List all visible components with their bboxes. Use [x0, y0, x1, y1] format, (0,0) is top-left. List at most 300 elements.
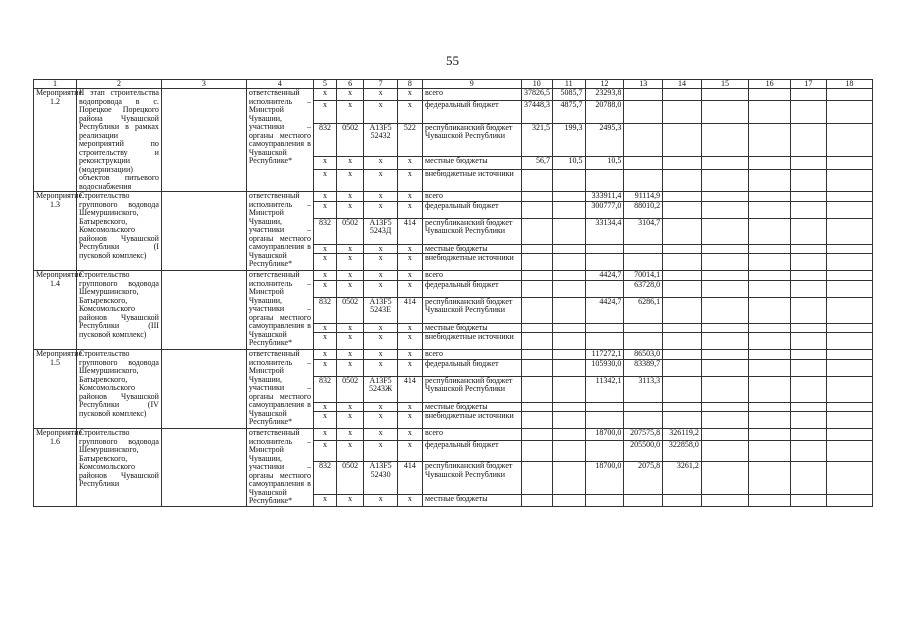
value-col18: [826, 376, 872, 402]
value-col16: [749, 402, 791, 412]
value-col16: [749, 218, 791, 244]
value-col11: [553, 323, 586, 333]
grbs-code: x: [313, 333, 336, 350]
value-col14: [663, 376, 702, 402]
value-col14: [663, 244, 702, 254]
value-col10: [521, 271, 552, 281]
value-col17: [791, 192, 827, 202]
expense-type-code: 522: [397, 123, 422, 157]
measure-name: Строительство группового водовода Шемуршинского, Батыревского, Комсомольского районов Чувашской Республики (III пусковой комплекс): [76, 271, 161, 350]
section-code: 0502: [337, 376, 364, 402]
value-col11: [553, 376, 586, 402]
funding-source: республиканский бюджет Чувашской Республики: [423, 462, 522, 495]
value-col15: [701, 494, 748, 506]
value-col11: [553, 359, 586, 376]
value-col15: [701, 157, 748, 169]
value-col13: [624, 89, 663, 101]
value-col10: [521, 429, 552, 441]
section-code: x: [337, 280, 364, 297]
value-col13: [624, 123, 663, 157]
target-article-code: x: [364, 494, 398, 506]
value-col18: [826, 359, 872, 376]
value-col15: [701, 333, 748, 350]
funding-source: республиканский бюджет Чувашской Республики: [423, 376, 522, 402]
funding-source: всего: [423, 429, 522, 441]
value-col13: 91114,9: [624, 192, 663, 202]
value-col17: [791, 462, 827, 495]
grbs-code: x: [313, 429, 336, 441]
value-col13: 205500,0: [624, 440, 663, 461]
target-article-code: x: [364, 412, 398, 429]
funding-source: местные бюджеты: [423, 402, 522, 412]
value-col14: [663, 402, 702, 412]
value-col16: [749, 244, 791, 254]
value-col16: [749, 359, 791, 376]
value-col12: 333911,4: [585, 192, 624, 202]
executor-cell: ответственный исполнитель – Минстрой Чувашии, участники – органы местного самоуправления в Чувашской Республике*: [246, 429, 313, 507]
value-col13: 3113,3: [624, 376, 663, 402]
value-col12: [585, 280, 624, 297]
column-number-15: 15: [701, 80, 748, 89]
value-col18: [826, 333, 872, 350]
value-col16: [749, 350, 791, 360]
table-row: [34, 192, 873, 202]
expense-type-code: x: [397, 359, 422, 376]
value-col17: [791, 323, 827, 333]
value-col17: [791, 254, 827, 271]
value-col10: [521, 376, 552, 402]
value-col10: [521, 169, 552, 191]
value-col14: [663, 271, 702, 281]
value-col15: [701, 280, 748, 297]
value-col16: [749, 280, 791, 297]
target-article-code: А13F5 52430: [364, 462, 398, 495]
value-col11: 5085,7: [553, 89, 586, 101]
value-col17: [791, 244, 827, 254]
section-code: x: [337, 192, 364, 202]
value-col14: 326119,2: [663, 429, 702, 441]
measure-label: Мероприятие 1.2: [34, 89, 77, 192]
section-code: x: [337, 244, 364, 254]
value-col18: [826, 254, 872, 271]
value-col14: [663, 254, 702, 271]
expense-type-code: 414: [397, 462, 422, 495]
value-col12: 20788,0: [585, 101, 624, 123]
column-number-3: 3: [161, 80, 246, 89]
grbs-code: x: [313, 201, 336, 218]
value-col12: 4424,7: [585, 297, 624, 323]
value-col10: 321,5: [521, 123, 552, 157]
value-col14: [663, 192, 702, 202]
value-col11: [553, 244, 586, 254]
section-code: x: [337, 494, 364, 506]
column-number-1: 1: [34, 80, 77, 89]
value-col11: [553, 333, 586, 350]
section-code: x: [337, 157, 364, 169]
value-col16: [749, 169, 791, 191]
value-col16: [749, 297, 791, 323]
value-col17: [791, 123, 827, 157]
section-code: x: [337, 429, 364, 441]
column-number-2: 2: [76, 80, 161, 89]
value-col10: [521, 218, 552, 244]
column-number-18: 18: [826, 80, 872, 89]
expense-type-code: x: [397, 350, 422, 360]
value-col18: [826, 429, 872, 441]
funding-source: местные бюджеты: [423, 157, 522, 169]
value-col17: [791, 494, 827, 506]
target-article-code: А13F5 5243Д: [364, 218, 398, 244]
value-col10: [521, 333, 552, 350]
value-col15: [701, 350, 748, 360]
column-number-4: 4: [246, 80, 313, 89]
table-row: [34, 350, 873, 360]
executor-cell: ответственный исполнитель – Минстрой Чувашии, участники – органы местного самоуправления в Чувашской Республике*: [246, 350, 313, 429]
table-row: [34, 89, 873, 101]
value-col18: [826, 412, 872, 429]
value-col11: 199,3: [553, 123, 586, 157]
value-col18: [826, 123, 872, 157]
value-col12: [585, 494, 624, 506]
grbs-code: 832: [313, 376, 336, 402]
value-col11: [553, 218, 586, 244]
value-col13: 3104,7: [624, 218, 663, 244]
value-col18: [826, 244, 872, 254]
value-col16: [749, 376, 791, 402]
funding-source: внебюджетные источники: [423, 412, 522, 429]
value-col13: 70014,1: [624, 271, 663, 281]
section-code: x: [337, 201, 364, 218]
empty-cell-col3: [161, 192, 246, 271]
expense-type-code: x: [397, 429, 422, 441]
value-col15: [701, 201, 748, 218]
value-col15: [701, 123, 748, 157]
expense-type-code: x: [397, 169, 422, 191]
grbs-code: x: [313, 440, 336, 461]
value-col13: 86503,0: [624, 350, 663, 360]
value-col18: [826, 402, 872, 412]
measure-label: Мероприятие 1.5: [34, 350, 77, 429]
grbs-code: x: [313, 280, 336, 297]
value-col12: 105930,0: [585, 359, 624, 376]
funding-source: республиканский бюджет Чувашской Республики: [423, 123, 522, 157]
value-col16: [749, 323, 791, 333]
measure-name: II этап строительства водопровода в с. Порецкое Порецкого района Чувашской Республики в рамках реализации мероприятий по строительству и реконструкции (модернизации) объектов питьевого водоснабжения: [76, 89, 161, 192]
value-col12: 23293,8: [585, 89, 624, 101]
value-col13: [624, 244, 663, 254]
target-article-code: А13F5 5243Ж: [364, 376, 398, 402]
value-col16: [749, 201, 791, 218]
value-col11: [553, 297, 586, 323]
value-col16: [749, 254, 791, 271]
value-col17: [791, 101, 827, 123]
value-col13: [624, 101, 663, 123]
column-number-row: [34, 80, 873, 89]
value-col14: [663, 350, 702, 360]
target-article-code: x: [364, 192, 398, 202]
measure-name: Строительство группового водовода Шемуршинского, Батыревского, Комсомольского районов Чувашской Республики (I пусковой комплекс): [76, 192, 161, 271]
expense-type-code: x: [397, 89, 422, 101]
target-article-code: x: [364, 244, 398, 254]
value-col11: [553, 462, 586, 495]
grbs-code: x: [313, 254, 336, 271]
value-col16: [749, 412, 791, 429]
expense-type-code: x: [397, 494, 422, 506]
expense-type-code: 414: [397, 297, 422, 323]
value-col12: 2495,3: [585, 123, 624, 157]
page-number: 55: [446, 53, 459, 68]
value-col17: [791, 376, 827, 402]
value-col18: [826, 350, 872, 360]
target-article-code: А13F5 5243Е: [364, 297, 398, 323]
expense-type-code: x: [397, 333, 422, 350]
value-col15: [701, 462, 748, 495]
value-col10: 37826,5: [521, 89, 552, 101]
section-code: x: [337, 169, 364, 191]
value-col11: [553, 402, 586, 412]
funding-source: местные бюджеты: [423, 494, 522, 506]
value-col17: [791, 169, 827, 191]
funding-source: всего: [423, 271, 522, 281]
grbs-code: 832: [313, 462, 336, 495]
value-col12: 18700,0: [585, 462, 624, 495]
value-col10: [521, 350, 552, 360]
executor-cell: ответственный исполнитель – Минстрой Чувашии, участники – органы местного самоуправления в Чувашской Республике*: [246, 271, 313, 350]
section-code: x: [337, 333, 364, 350]
section-code: x: [337, 402, 364, 412]
value-col13: 63728,0: [624, 280, 663, 297]
target-article-code: x: [364, 157, 398, 169]
value-col10: [521, 201, 552, 218]
budget-table: [33, 79, 873, 507]
value-col14: [663, 101, 702, 123]
value-col17: [791, 333, 827, 350]
empty-cell-col3: [161, 271, 246, 350]
column-number-7: 7: [364, 80, 398, 89]
column-number-12: 12: [585, 80, 624, 89]
value-col10: 37448,3: [521, 101, 552, 123]
value-col16: [749, 123, 791, 157]
grbs-code: 832: [313, 123, 336, 157]
value-col14: 3261,2: [663, 462, 702, 495]
value-col16: [749, 271, 791, 281]
value-col15: [701, 429, 748, 441]
value-col15: [701, 254, 748, 271]
target-article-code: x: [364, 169, 398, 191]
funding-source: федеральный бюджет: [423, 359, 522, 376]
table-row: [34, 429, 873, 441]
table-row: [34, 271, 873, 281]
section-code: x: [337, 101, 364, 123]
value-col13: [624, 323, 663, 333]
value-col17: [791, 440, 827, 461]
value-col16: [749, 440, 791, 461]
expense-type-code: x: [397, 440, 422, 461]
target-article-code: x: [364, 429, 398, 441]
value-col18: [826, 323, 872, 333]
value-col11: [553, 280, 586, 297]
empty-cell-col3: [161, 89, 246, 192]
value-col12: [585, 169, 624, 191]
value-col15: [701, 412, 748, 429]
expense-type-code: x: [397, 192, 422, 202]
value-col15: [701, 218, 748, 244]
value-col10: [521, 244, 552, 254]
value-col15: [701, 323, 748, 333]
target-article-code: x: [364, 89, 398, 101]
section-code: x: [337, 412, 364, 429]
section-code: x: [337, 271, 364, 281]
value-col15: [701, 271, 748, 281]
value-col10: [521, 440, 552, 461]
measure-label: Мероприятие 1.3: [34, 192, 77, 271]
value-col14: [663, 201, 702, 218]
section-code: x: [337, 350, 364, 360]
funding-source: всего: [423, 350, 522, 360]
value-col18: [826, 201, 872, 218]
grbs-code: x: [313, 157, 336, 169]
value-col16: [749, 192, 791, 202]
section-code: x: [337, 323, 364, 333]
value-col17: [791, 297, 827, 323]
column-number-8: 8: [397, 80, 422, 89]
value-col10: [521, 412, 552, 429]
section-code: 0502: [337, 297, 364, 323]
value-col10: [521, 254, 552, 271]
value-col13: 207575,8: [624, 429, 663, 441]
grbs-code: x: [313, 494, 336, 506]
value-col12: [585, 333, 624, 350]
value-col11: [553, 412, 586, 429]
expense-type-code: x: [397, 101, 422, 123]
value-col10: [521, 359, 552, 376]
value-col14: [663, 157, 702, 169]
value-col15: [701, 169, 748, 191]
target-article-code: x: [364, 333, 398, 350]
grbs-code: x: [313, 89, 336, 101]
executor-cell: ответственный исполнитель – Минстрой Чувашии, участники – органы местного самоуправления в Чувашской Республике*: [246, 192, 313, 271]
value-col18: [826, 440, 872, 461]
funding-source: местные бюджеты: [423, 244, 522, 254]
value-col11: [553, 254, 586, 271]
value-col14: [663, 218, 702, 244]
value-col14: [663, 169, 702, 191]
measure-label: Мероприятие 1.6: [34, 429, 77, 507]
value-col18: [826, 297, 872, 323]
value-col18: [826, 101, 872, 123]
value-col11: [553, 201, 586, 218]
value-col17: [791, 402, 827, 412]
value-col12: 10,5: [585, 157, 624, 169]
value-col17: [791, 412, 827, 429]
section-code: x: [337, 254, 364, 271]
value-col12: 33134,4: [585, 218, 624, 244]
value-col10: 56,7: [521, 157, 552, 169]
value-col15: [701, 359, 748, 376]
expense-type-code: x: [397, 244, 422, 254]
value-col13: [624, 412, 663, 429]
value-col12: 117272,1: [585, 350, 624, 360]
grbs-code: x: [313, 323, 336, 333]
section-code: x: [337, 89, 364, 101]
measure-name: Строительство группового водовода Шемуршинского, Батыревского, Комсомольского районов Чувашской Республики (IV пусковой комплекс): [76, 350, 161, 429]
expense-type-code: x: [397, 280, 422, 297]
value-col12: [585, 412, 624, 429]
value-col16: [749, 429, 791, 441]
value-col11: [553, 440, 586, 461]
value-col15: [701, 440, 748, 461]
funding-source: внебюджетные источники: [423, 254, 522, 271]
value-col10: [521, 402, 552, 412]
value-col17: [791, 280, 827, 297]
value-col14: [663, 333, 702, 350]
grbs-code: 832: [313, 218, 336, 244]
value-col14: [663, 297, 702, 323]
expense-type-code: x: [397, 157, 422, 169]
funding-source: всего: [423, 192, 522, 202]
target-article-code: x: [364, 271, 398, 281]
value-col14: [663, 89, 702, 101]
column-number-14: 14: [663, 80, 702, 89]
value-col17: [791, 429, 827, 441]
value-col17: [791, 359, 827, 376]
value-col13: [624, 333, 663, 350]
value-col17: [791, 271, 827, 281]
empty-cell-col3: [161, 350, 246, 429]
value-col10: [521, 297, 552, 323]
column-number-16: 16: [749, 80, 791, 89]
grbs-code: x: [313, 101, 336, 123]
expense-type-code: x: [397, 402, 422, 412]
value-col16: [749, 333, 791, 350]
grbs-code: x: [313, 169, 336, 191]
section-code: x: [337, 440, 364, 461]
grbs-code: x: [313, 402, 336, 412]
section-code: x: [337, 359, 364, 376]
target-article-code: x: [364, 359, 398, 376]
value-col15: [701, 101, 748, 123]
empty-cell-col3: [161, 429, 246, 507]
grbs-code: x: [313, 271, 336, 281]
value-col13: 88010,2: [624, 201, 663, 218]
target-article-code: x: [364, 350, 398, 360]
executor-cell: ответственный исполнитель – Минстрой Чувашии, участники – органы местного самоуправления в Чувашской Республике*: [246, 89, 313, 192]
funding-source: внебюджетные источники: [423, 169, 522, 191]
value-col10: [521, 494, 552, 506]
funding-source: внебюджетные источники: [423, 333, 522, 350]
grbs-code: x: [313, 350, 336, 360]
value-col10: [521, 462, 552, 495]
value-col15: [701, 402, 748, 412]
funding-source: республиканский бюджет Чувашской Республики: [423, 297, 522, 323]
target-article-code: x: [364, 101, 398, 123]
value-col13: 2075,8: [624, 462, 663, 495]
value-col11: [553, 429, 586, 441]
value-col11: [553, 271, 586, 281]
funding-source: федеральный бюджет: [423, 201, 522, 218]
value-col18: [826, 494, 872, 506]
column-number-9: 9: [423, 80, 522, 89]
value-col18: [826, 271, 872, 281]
value-col10: [521, 192, 552, 202]
value-col18: [826, 192, 872, 202]
funding-source: всего: [423, 89, 522, 101]
value-col18: [826, 169, 872, 191]
value-col12: 300777,0: [585, 201, 624, 218]
value-col18: [826, 462, 872, 495]
expense-type-code: x: [397, 412, 422, 429]
value-col18: [826, 157, 872, 169]
